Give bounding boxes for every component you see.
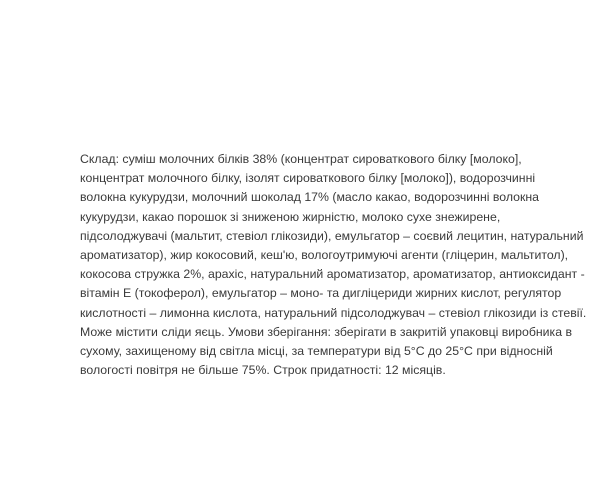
text-line-3: волокна кукурудзи, молочний шоколад 17% (масло какао, водорозчинні волокна — [80, 190, 540, 205]
ingredients-text-block — [80, 150, 587, 380]
text-line-6: ароматизатор), жир кокосовий, кеш'ю, вологоутримуючі агенти (гліцерин, мальтитол), — [80, 248, 569, 263]
text-line-11: сухому, захищеному від світла місці, за температури від 5°С до 25°С при відносній — [80, 344, 553, 359]
text-line-7: кокосова стружка 2%, арахіс, натуральний ароматизатор, ароматизатор, антиоксидант - — [80, 267, 585, 282]
text-line-8: вітамін Е (токоферол), емульгатор – моно- та дигліцериди жирних кислот, регулятор — [80, 286, 562, 301]
text-line-12: вологості повітря не більше 75%. Строк придатності: 12 місяців. — [80, 363, 446, 378]
text-line-9: кислотності – лимонна кислота, натуральний підсолоджувач – стевіол глікозиди із стевії. — [80, 305, 587, 320]
text-line-1: Склад: суміш молочних білків 38% (концентрат сироваткового білку [молоко], — [80, 152, 522, 166]
text-line-2: концентрат молочного білку, ізолят сироваткового білку [молоко]), водорозчинні — [80, 171, 536, 186]
text-line-4: кукурудзи, какао порошок зі зниженою жирністю, молоко сухе знежирене, — [80, 209, 501, 224]
text-line-10: Може містити сліди яєць. Умови зберігання: зберігати в закритій упаковці виробника в — [80, 324, 572, 339]
text-line-5: підсолоджувачі (мальтит, стевіол глікозиди), емульгатор – соєвий лецитин, натуральний — [80, 228, 584, 243]
